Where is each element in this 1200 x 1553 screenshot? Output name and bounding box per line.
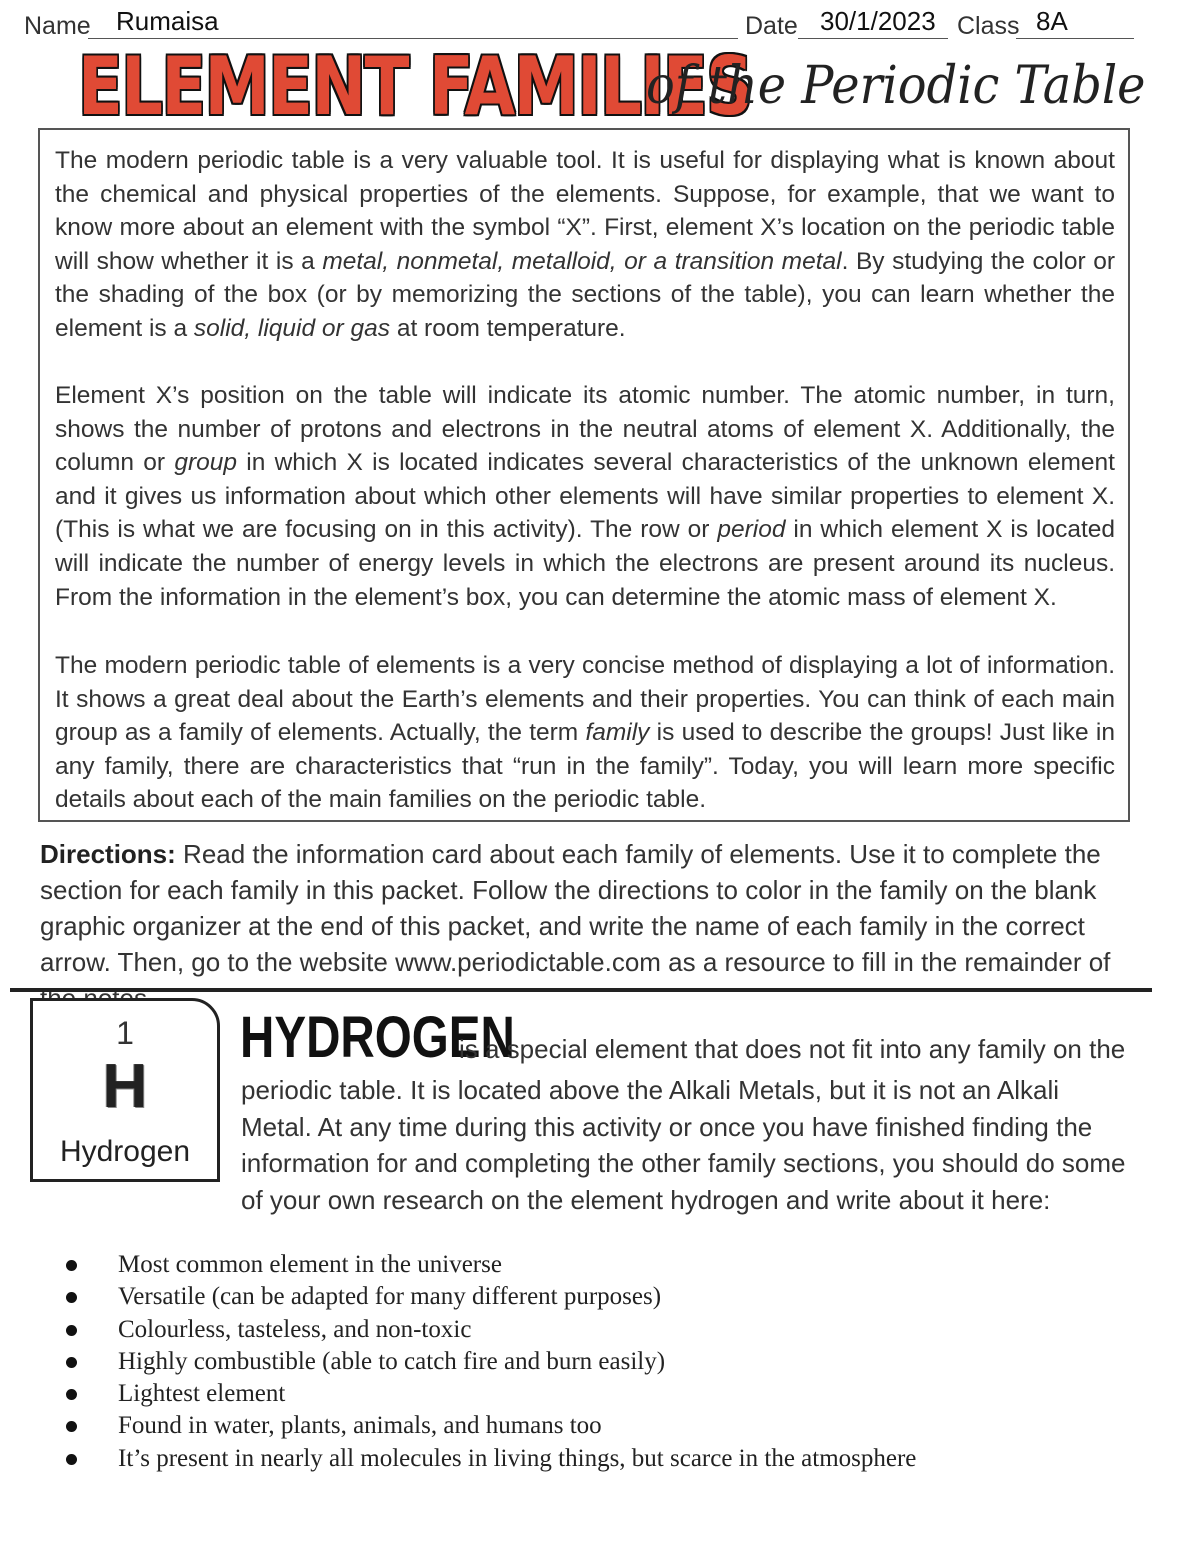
element-name: Hydrogen	[59, 1135, 191, 1168]
hydrogen-intro-text: periodic table. It is located above the Alkali Metals, but it is not an Alkali Metal. At any time during this activity or once you have finished finding the information for and completing the other family sections, you should do some of your own research on the element hydrogen and write about it here:	[241, 1075, 1126, 1215]
section-divider	[10, 988, 1152, 992]
class-label: Class	[957, 12, 1020, 40]
list-item[interactable]: Versatile (can be adapted for many different purposes)	[66, 1281, 916, 1313]
class-field-line	[1016, 10, 1134, 39]
list-item[interactable]: Most common element in the universe	[66, 1249, 916, 1281]
list-item[interactable]: Highly combustible (able to catch fire and burn easily)	[66, 1346, 916, 1378]
atomic-number: 1	[116, 1015, 134, 1051]
intro-paragraph-2: Element X’s position on the table will indicate its atomic number. The atomic number, in turn, shows the number of protons and electrons in the neutral atoms of element X. Additionally, the column or group in which X is located indicates several characteristics of the unknown element and it gives us information about which other elements will have similar properties to element X. (This is what we are focusing on in this activity). The row or period in which element X is located will indicate the number of energy levels in which the electrons are present around its nucleus. From the information in the element’s box, you can determine the atomic mass of element X.	[55, 382, 1116, 611]
bullet-icon	[66, 1292, 77, 1303]
list-item[interactable]: Colourless, tasteless, and non-toxic	[66, 1314, 916, 1346]
intro-paragraph-1: The modern periodic table is a very valuable tool. It is useful for displaying what is known about the chemical and physical properties of the elements. Suppose, for example, that we want to know more about an element with the symbol “X”. First, element X’s location on the periodic table will show whether it is a metal, nonmetal, metalloid, or a transition metal. By studying the color or the shading of the box (or by memorizing the sections of the table), you can learn whether the element is a solid, liquid or gas at room temperature.	[55, 147, 1115, 342]
directions: Directions: Read the information card about each family of elements. Use it to complete the section for each family in this packet. Follow the directions to color in the family on the blank graphic organizer at the end of this packet, and write the name of each family in the correct arrow. Then, go to the website www.periodictable.com as a resource to fill in the remainder of	[40, 839, 1111, 977]
hydrogen-element-card	[30, 998, 220, 1182]
list-item[interactable]: Lightest element	[66, 1378, 916, 1410]
bullet-icon	[66, 1357, 77, 1368]
name-value[interactable]: Rumaisa	[116, 6, 219, 36]
date-value[interactable]: 30/1/2023	[820, 6, 936, 36]
hydrogen-heading: HYDROGEN	[240, 1005, 515, 1070]
hydrogen-facts-list	[66, 1249, 916, 1475]
list-item[interactable]: Found in water, plants, animals, and humans too	[66, 1410, 916, 1442]
name-label: Name	[24, 12, 91, 40]
bullet-icon	[66, 1389, 77, 1400]
intro-paragraph-3: The modern periodic table of elements is a very concise method of displaying a lot of information. It shows a great deal about the Earth’s elements and their properties. You can think of each main group as a family of elements. Actually, the term family is used to describe the groups! Just like in any family, there are characteristics that “run in the family”. Today, you will learn more specific details about each of the main families on the periodic table.	[55, 652, 1115, 814]
date-label: Date	[745, 12, 798, 40]
bullet-icon	[66, 1325, 77, 1336]
bullet-icon	[66, 1421, 77, 1432]
bullet-icon	[66, 1260, 77, 1271]
list-item[interactable]: It’s present in nearly all molecules in living things, but scarce in the atmosphere	[66, 1443, 916, 1475]
directions-label: Directions:	[40, 839, 176, 869]
element-symbol: H	[102, 1052, 148, 1121]
page-title: ELEMENT FAMILIES	[78, 40, 752, 133]
intro-box	[38, 128, 1130, 822]
bullet-icon	[66, 1454, 77, 1465]
class-value[interactable]: 8A	[1036, 6, 1068, 36]
page-subtitle: of the Periodic Table	[646, 56, 1146, 116]
hydrogen-intro-first-line: is a special element that does not fit into any family on the	[459, 1034, 1126, 1064]
